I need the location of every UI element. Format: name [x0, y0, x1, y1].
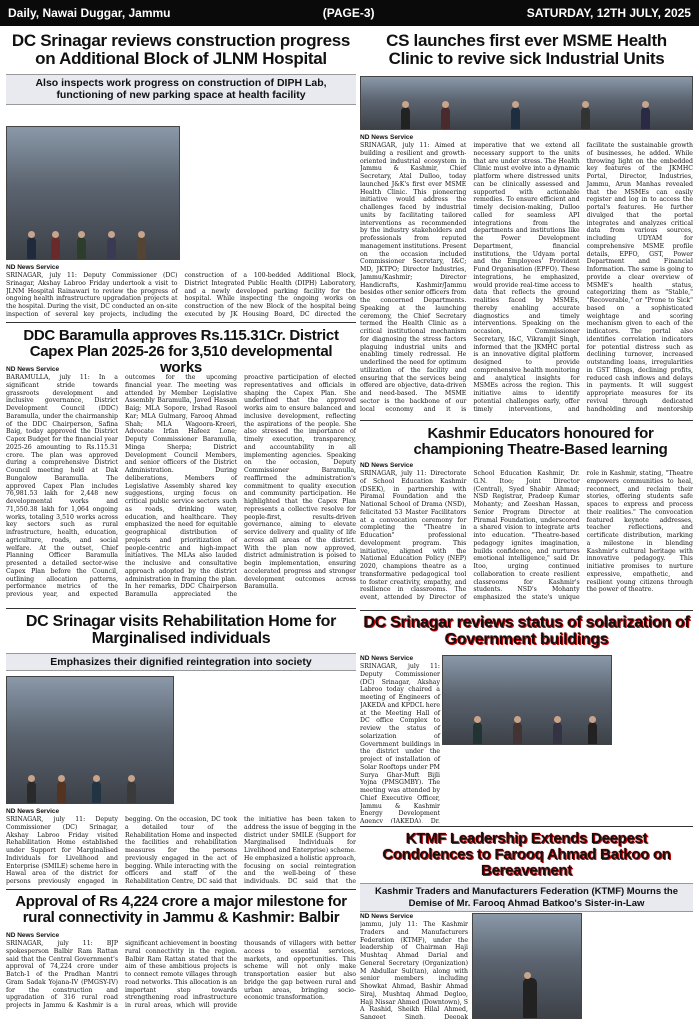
story-byline: ND News Service	[6, 366, 60, 373]
story-body-continued	[616, 655, 693, 823]
story-headline: DC Srinagar visits Rehabilitation Home for Marginalised individuals	[25, 613, 337, 647]
story-body: SRINAGAR, july 11: Deputy Commissioner (DC) Srinagar, Akshay Labroo today chaired a meeting of Engineers of JAKEDA and KPDCL here at the Meeting Hall of DC office Complex to review the status of solarization of Government buildings in the district under the project of installation of Solar Rooftops under PM Surya Ghar-Muft Bijli Yojna (PMSGMBY). The meeting was attended by Chief Executive Officer, Jammu & Kashmir Energy Development Agency (JAKEDA), Dr.	[360, 663, 440, 823]
story-byline: ND News Service	[360, 913, 414, 920]
story-kashmir-educators	[360, 424, 693, 608]
news-photo	[360, 76, 693, 130]
masthead	[0, 0, 699, 26]
story-body: SRINAGAR, july 11: Aimed at building a resilient and growth-oriented industrial ecosystem in Jammu & Kashmir, Chief Secretary, Atal Dulloo, today launched J&K's first ever MSME Health Clinic. This pioneering initiative would address the challenges faced by industrial units by facilitating tailored interventions as recommended by the industry stakeholders and professionals from reputed management institutions. Present on the occasion included Commissioner Secretary, I&C; MD, JKTPO; Director Industries, Jammu/Kashmir; Director Handicrafts, Kashmir/Jammu besides other senior officers from the concerned Departments. Speaking at the launching ceremony, the Chief Secretary termed the Health Clinic as a critical institutional mechanism for diagnosing the stress factors plaguing industrial units and enabling timely redressal. He underlined the need for optimum utilization of the facility and ensuring that the services being offered are objective, data-driven and need-based. The MSME sector is the backbone of our local economy and it is imperative that we extend all necessary support to the units that are under stress. The Health Clinic must evolve into a dynamic platform where distressed units can be clinically assessed and supported with actionable remedies. To ensure efficient and timely decision-making, Dulloo called for seamless API integrations from the departments and institutions like the Power Development Department, financial institutions, the Udyam portal and the Employees' Provident Fund Organisation (EPFO). These integrations, he emphasized, would provide real-time access to data that reflects the ground realities faced by MSMEs, thereby enabling accurate diagnostics and timely interventions. Speaking on the occasion, Commissioner Secretary, I&C, Vikramjit Singh, informed that the JKMHC portal is an innovative digital platform designed to provide comprehensive health monitoring and analytical insights for MSMEs across the region. This initiative aims to identify potential challenges early, offer timely interventions, and facilitate the sustainable growth of businesses, he added. While throwing light on the embedded key features of the JKMHC Portal, Director, Industries, Jammu, Arun Manhas revealed that the MSMEs can easily register and log in to access the portal's features. He further divulged that the portal integrates and analyzes critical data from various sources, including UDYAM for comprehensive MSME profile details, EPFO, GST, Power Department and Financial Information. The same is going to provide a clear overview of MSME's health status, categorizing them as "Stable," "Recoverable," or "Prone to Sick" based on a sophisticated weightage and scoring mechanism given to each of the indicators. The portal also identifies correlation indicators for potential distress such as declining turnover, increased outstanding loans, irregularities in GST filings, declining profits, reduced cash inflows and delays in payments. It will suggest appropriate measures for its revival through dedicated handholding and mentorship	[360, 142, 693, 413]
news-photo	[472, 913, 582, 1019]
masthead-page-number: (PAGE-3)	[322, 6, 375, 20]
story-headline: Approval of Rs 4,224 crore a major milestone for rural connectivity in Jammu & Kashmir: Balbir	[15, 893, 347, 926]
story-byline: ND News Service	[6, 264, 60, 271]
story-headline: KTMF Leadership Extends Deepest Condolences to Farooq Ahmad Batkoo on Bereavement	[382, 830, 671, 879]
masthead-paper-name: Daily, Nawai Duggar, Jammu	[8, 6, 171, 20]
story-body: SRINAGAR, july 11: Deputy Commissioner (DC) Srinagar, Akshay Labroo Friday visited Rehabilitation Home established under Support for Marginalised Individuals for Livelihood and Enterprise (SMILE) scheme here in Hawal area of the district for persons previously engaged in begging. On the occasion, DC took a detailed tour of the Rehabilitation Home and inspected the facilities and rehabilitation measures for the persons previously engaged in the act of begging. While interacting with the officers and staff of the Rehabilitation Centre, DC said that the initiative has been taken to address the issue of begging in the district under SMILE (Support for Marginalised Individuals for Livelihood and Enterprise) scheme. He emphasized a holistic approach, focusing on social reintegration and the well-being of these individuals. DC said that the	[6, 816, 356, 885]
story-jlnm-hospital	[6, 30, 356, 320]
story-body: SRINAGAR, july 11: Directorate of School Education Kashmir (DSEK), in partnership with Piramal Foundation and the National School of Drama (NSD), felicitated 53 Master Facilitators at a convocation ceremony for completing the "Theatre in Education" professional development program. This initiative, aligned with the National Education Policy (NEP) 2020, champions theatre as a transformative pedagogical tool to foster creativity, empathy, and resilience in classrooms. The event, attended by Director of School Education Kashmir, Dr. G.N. Itoo; Joint Director (Central), Syed Shabir Ahmad; NSD Registrar, Pradeep Kumar Mohanty; and Zeeshan Hassan, Senior Program Director at Piramal Foundation, underscored a shared vision to integrate arts into education. "Theatre-based pedagogy ignites imagination, builds confidence, and nurtures emotional intelligence," said Dr. Itoo, urging continued collaboration to create resilient classrooms for Kashmir's students. NSD's Mohanty emphasized the state's unique role in Kashmir, stating, "Theatre empowers communities to heal, reconnect, and reclaim their stories, offering students safe spaces to express and process their realities." The convocation featured keynote addresses, teacher reflections, and certificate distribution, marking a milestone in blending Kashmir's cultural heritage with innovative pedagogy. This initiative promises to nurture expressive, empathetic, and resilient young citizens through the power of theatre.	[360, 470, 693, 601]
story-body: jammu, july 11: The Kashmir Traders and Manufacturers Federation (KTMF), under the leadership of Chairman Haji Mushtaq Ahmad Darial and General Secretary (Organization) M Abdullar Sul(tan), along with senior members including Showkat Ahmad, Bashir Ahmad Siraj, Mushtaq Ahmad Degloo, Haji Nissar Ahmed (Downtown), S A Rashid, Sheikh Hilal Ahmed, Sangeet Singh, Deepak	[360, 921, 468, 1019]
news-photo	[6, 676, 174, 804]
news-photo	[442, 655, 612, 745]
story-body: SRINAGAR, july 11: Deputy Commissioner (DC) Srinagar, Akshay Labroo Friday undertook a visit to JLNM Hospital Rainawari to review the progress of ongoing health infrastructure upgradation projects at the hospital. During the visit, DC conducted an on-site inspection of several key projects, including the construction of a 100-bedded Additional Block, District Integrated Public Health (DIPH) Laboratory, and a newly developed parking facility for the hospital. While inspecting the ongoing works on construction of the new Block of the hospital being executed by JK Housing Board, DC directed the	[6, 272, 356, 318]
story-subheadline: Emphasizes their dignified reintegration into society	[6, 653, 356, 672]
masthead-date: SATURDAY, 12TH JULY, 2025	[526, 6, 691, 20]
story-headline: CS launches first ever MSME Health Clinic to revive sick Industrial Units	[386, 31, 667, 68]
story-byline: ND News Service	[360, 134, 414, 141]
story-headline: Kashmir Educators honoured for championing Theatre-Based learning	[413, 425, 668, 458]
story-solarization	[360, 613, 693, 823]
story-ddc-baramulla	[6, 326, 356, 606]
news-photo	[6, 126, 180, 260]
story-byline: ND News Service	[6, 932, 60, 939]
story-subheadline: Also inspects work progress on construction of DIPH Lab, functioning of new parking space at health facility	[6, 74, 356, 105]
story-headline: DC Srinagar reviews status of solarization of Government buildings	[363, 614, 690, 648]
divider	[360, 420, 693, 421]
divider	[6, 889, 356, 890]
divider	[360, 610, 693, 611]
story-rural-connectivity	[6, 892, 356, 1020]
story-body: BARAMULLA, july 11: In a significant stride towards grassroots development and inclusive governance, District Development Council (DDC) Baramulla, under the chairmanship of the DDC Chairperson, Safina Baig, today approved the District Capex Budget for the financial year 2025-26 amounting to Rs.115.31 crore. The plan was approved during a comprehensive District Council meeting held at Dak Bungalow Baramulla. The approved Capex Plan includes 76,981.53 lakh for 2,448 new developmental works and 71,550.38 lakh for 1,064 ongoing works, totaling 3,510 works across key sectors such as rural infrastructure, health, education, agriculture, roads, and social welfare. At the outset, Chief Planning Officer Baramulla presented a detailed sector-wise Capex Plan before the Council, outlining allocation patterns, performance metrics of the previous year, and expected outcomes for the upcoming financial year. The meeting was attended by Member Legislative Assembly Baramulla, Javed Hassan Baig; MLA Sopore, Irshad Rasool Kar; MLA Gulmarg, Farooq Ahmad Shah; MLA Wagoora-Kreeri, Advocate Irfan Hafeez Lone; Deputy Commissioner Baramulla, Minga Sherpa; District Development Council Members, and senior officers of the District Administration. During deliberations, Members of Legislative Assembly shared key suggestions, urging focus on critical public service sectors such as roads, drinking water, education, and healthcare. They emphasized the need for equitable geographical distribution of projects and prioritization of people-centric and high-impact initiatives. The MLAs also lauded the inclusive and consultative approach adopted by the district administration in framing the plan. In her remarks, DDC Chairperson Baramulla appreciated the proactive participation of elected representatives and officials in shaping the Capex Plan. She underlined that the approved works aim to ensure balanced and inclusive development, reflecting the aspirations of the people. She also stressed the importance of timely execution, transparency, and accountability in all implementing agencies. Speaking on the occasion, Deputy Commissioner Baramulla, reaffirmed the administration's commitment to quality execution and community participation. He highlighted that the Capex Plan represents a collective resolve for people-first, results-driven governance, aiming to elevate service delivery and quality of life across all areas of the district. With the plan now approved, district administration is poised to begin implementation, ensuring accelerated progress and stronger development outcomes across Baramulla.	[6, 374, 356, 598]
story-byline: ND News Service	[360, 655, 414, 662]
divider	[6, 322, 356, 323]
story-msme-clinic	[360, 30, 693, 415]
story-byline: ND News Service	[360, 462, 414, 469]
story-subheadline: Kashmir Traders and Manufacturers Federation (KTMF) Mourns the Demise of Mr. Farooq Ahmad Batkoo's Sister-in-Law	[360, 883, 693, 912]
story-headline: DDC Baramulla approves Rs.115.31Cr. District Capex Plan 2025-26 for 3,510 developmental works	[23, 327, 339, 376]
divider	[6, 608, 356, 609]
story-rehabilitation-home	[6, 612, 356, 887]
story-ktmf-condolences	[360, 829, 693, 1019]
story-byline: ND News Service	[6, 808, 60, 815]
story-body: SRINAGAR, july 11: BJP spokesperson Balbir Ram Rattan said that the Central Government's approval of 74,224 crore under Batch-1 of the Pradhan Mantri Gram Sadak Yojana-IV (PMGSY-IV) for the construction and upgradation of 316 rural road projects in Jammu & Kashmir is a significant achievement in boosting rural connectivity in the region. Balbir Ram Rattan stated that the aim of these ambitious projects is to connect remote villages through road networks. This allocation is an important step towards strengthening road infrastructure in rural areas, which will provide thousands of villagers with better access to essential services, markets, and opportunities. This scheme will not only make transportation easier but also bridge the gap between rural and urban areas, bringing socio-economic transformation.	[6, 940, 356, 1009]
divider	[360, 826, 693, 827]
story-headline: DC Srinagar reviews construction progress on Additional Block of JLNM Hospital	[11, 31, 351, 68]
